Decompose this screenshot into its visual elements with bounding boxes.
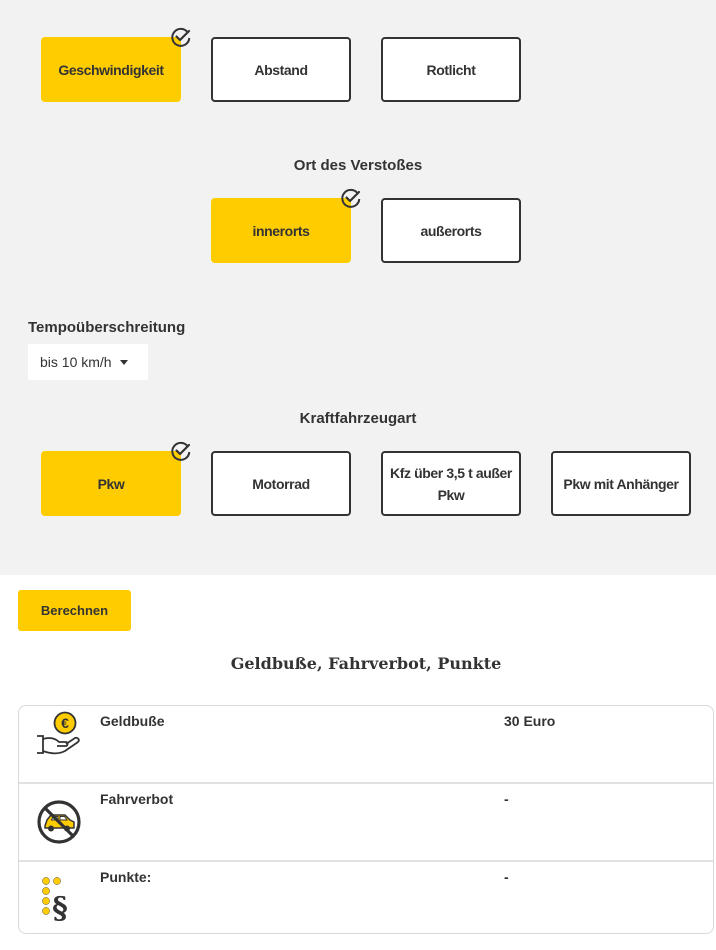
location-title: Ort des Verstoßes bbox=[293, 157, 423, 174]
option-pkw[interactable] bbox=[41, 451, 181, 516]
option-ausserorts[interactable] bbox=[381, 198, 521, 263]
result-row-fahrverbot bbox=[19, 784, 713, 862]
caret-down-icon bbox=[120, 360, 128, 365]
option-kfz-ueber-3-5t[interactable] bbox=[381, 451, 521, 516]
speeding-select[interactable] bbox=[28, 344, 148, 380]
result-row-punkte bbox=[19, 862, 713, 934]
svg-text:§: § bbox=[52, 891, 68, 922]
option-pkw-mit-anhaenger[interactable] bbox=[551, 451, 691, 516]
result-label: Fahrverbot bbox=[100, 791, 174, 807]
option-label: Rotlicht bbox=[426, 61, 476, 78]
option-label: Pkw mit Anhänger bbox=[563, 475, 679, 492]
result-heading: Geldbuße, Fahrverbot, Punkte bbox=[230, 654, 502, 673]
result-label: Geldbuße bbox=[100, 713, 165, 729]
result-value: - bbox=[504, 791, 509, 807]
result-value: - bbox=[504, 869, 509, 885]
result-row-geldbusse bbox=[19, 706, 713, 784]
result-value: 30 Euro bbox=[504, 713, 556, 729]
checkmark-circle-icon bbox=[170, 440, 192, 462]
speeding-title: Tempoüberschreitung bbox=[28, 319, 186, 336]
option-abstand[interactable] bbox=[211, 37, 351, 102]
option-innerorts[interactable] bbox=[211, 198, 351, 263]
paragraph-points-icon bbox=[41, 876, 73, 922]
no-car-icon bbox=[36, 799, 82, 845]
checkmark-circle-icon bbox=[340, 187, 362, 209]
option-motorrad[interactable] bbox=[211, 451, 351, 516]
option-label: außerorts bbox=[420, 222, 482, 239]
result-table bbox=[18, 705, 714, 934]
hand-euro-icon bbox=[35, 709, 81, 757]
select-value: bis 10 km/h bbox=[40, 354, 112, 370]
option-label: Pkw bbox=[97, 475, 125, 492]
option-label: Abstand bbox=[254, 61, 308, 78]
option-label: Geschwindigkeit bbox=[58, 61, 164, 78]
vehicle-title: Kraftfahrzeugart bbox=[299, 410, 417, 427]
option-label: Motorrad bbox=[252, 475, 310, 492]
checkmark-circle-icon bbox=[170, 26, 192, 48]
calculate-button[interactable]: Berechnen bbox=[18, 590, 131, 631]
svg-text:€: € bbox=[61, 715, 69, 731]
option-label: innerorts bbox=[252, 222, 310, 239]
option-geschwindigkeit[interactable] bbox=[41, 37, 181, 102]
option-rotlicht[interactable] bbox=[381, 37, 521, 102]
result-label: Punkte: bbox=[100, 869, 152, 885]
option-label: Kfz über 3,5 t außer Pkw bbox=[390, 464, 512, 503]
